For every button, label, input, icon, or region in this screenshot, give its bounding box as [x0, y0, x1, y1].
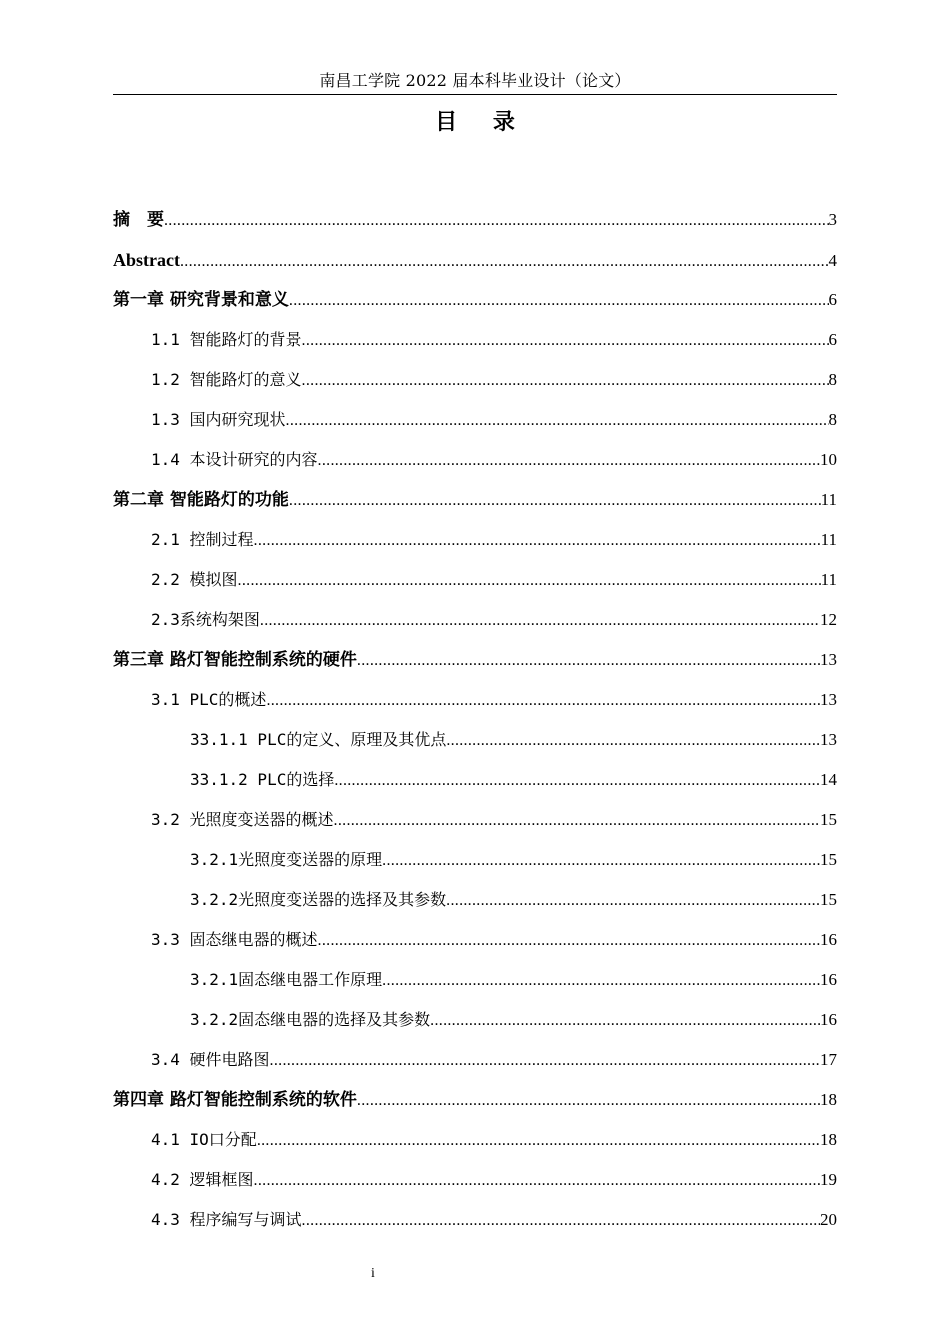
- toc-entry-page: 15: [820, 810, 837, 829]
- toc-entry[interactable]: [113, 1040, 837, 1080]
- toc-entry-label: 33.1.1 PLC的定义、原理及其优点: [190, 730, 447, 749]
- toc-entry-label: 2.2 模拟图: [151, 570, 238, 589]
- toc-entry[interactable]: [113, 600, 837, 640]
- toc-entry-page: 11: [820, 490, 837, 509]
- toc-entry-label: 摘 要: [113, 210, 164, 230]
- toc-leader-dots: [446, 881, 820, 921]
- toc-entry-page: 4: [828, 251, 837, 270]
- toc-entry[interactable]: [113, 440, 837, 480]
- toc-entry-page: 8: [828, 410, 837, 429]
- running-header: 南昌工学院 2022 届本科毕业设计（论文）: [319, 71, 631, 90]
- toc-entry[interactable]: [113, 880, 837, 920]
- toc-entry[interactable]: [113, 760, 837, 800]
- toc-leader-dots: [302, 1201, 820, 1241]
- toc-entry-label: 3.1 PLC的概述: [151, 690, 267, 709]
- toc-leader-dots: [302, 361, 829, 401]
- toc-entry-page: 16: [820, 970, 837, 989]
- toc-entry-page: 16: [820, 930, 837, 949]
- toc-entry[interactable]: [113, 560, 837, 600]
- toc-entry[interactable]: [113, 960, 837, 1000]
- toc-leader-dots: [257, 1121, 820, 1161]
- toc-entry[interactable]: [113, 720, 837, 760]
- toc-entry-page: 11: [820, 530, 837, 549]
- toc-entry-page: 10: [820, 450, 837, 469]
- toc-leader-dots: [357, 1081, 820, 1121]
- toc-entry[interactable]: [113, 400, 837, 440]
- toc-entry-label: 2.1 控制过程: [151, 530, 254, 549]
- toc-entry[interactable]: [113, 360, 837, 400]
- toc-entry-page: 16: [820, 1010, 837, 1029]
- toc-entry-page: 13: [820, 650, 837, 669]
- toc-entry-label: 1.3 国内研究现状: [151, 410, 286, 429]
- toc-leader-dots: [164, 201, 829, 241]
- toc-entry-label: 3.4 硬件电路图: [151, 1050, 270, 1069]
- toc-entry-label: 2.3系统构架图: [151, 610, 260, 629]
- toc-entry[interactable]: [113, 520, 837, 560]
- toc-entry-label: 第二章 智能路灯的功能: [113, 490, 289, 510]
- toc-leader-dots: [382, 841, 820, 881]
- toc-entry-label: 3.2 光照度变送器的概述: [151, 810, 334, 829]
- toc-leader-dots: [289, 281, 829, 321]
- toc-entry-label: 3.2.1固态继电器工作原理: [190, 970, 383, 989]
- toc-leader-dots: [318, 921, 820, 961]
- toc-entry[interactable]: [113, 200, 837, 240]
- toc-entry-label: 第一章 研究背景和意义: [113, 290, 289, 310]
- toc-entry[interactable]: [113, 680, 837, 720]
- toc-entry[interactable]: [113, 480, 837, 520]
- toc-entry[interactable]: [113, 1080, 837, 1120]
- toc-entry[interactable]: [113, 1160, 837, 1200]
- toc-leader-dots: [357, 641, 820, 681]
- toc-entry-label: 4.2 逻辑框图: [151, 1170, 254, 1189]
- toc-entry-page: 12: [820, 610, 837, 629]
- toc-entry-page: 15: [820, 850, 837, 869]
- toc-entry-page: 6: [828, 290, 837, 309]
- toc-entry-page: 18: [820, 1130, 837, 1149]
- toc-entry-label: 3.2.1光照度变送器的原理: [190, 850, 383, 869]
- toc-entry-label: 4.1 IO口分配: [151, 1130, 257, 1149]
- toc-entry[interactable]: [113, 1120, 837, 1160]
- toc-entry-page: 3: [828, 210, 837, 229]
- toc-entry-page: 14: [820, 770, 837, 789]
- header-rule: [113, 94, 837, 95]
- toc-entry-label: 3.3 固态继电器的概述: [151, 930, 318, 949]
- toc-entry-page: 13: [820, 690, 837, 709]
- toc-entry-label: 1.1 智能路灯的背景: [151, 330, 302, 349]
- toc-entry-page: 20: [820, 1210, 837, 1229]
- toc-entry-page: 13: [820, 730, 837, 749]
- toc-entry[interactable]: [113, 920, 837, 960]
- toc-leader-dots: [254, 1161, 820, 1201]
- toc-leader-dots: [318, 441, 820, 481]
- toc-leader-dots: [254, 521, 821, 561]
- toc-entry-page: 18: [820, 1090, 837, 1109]
- toc-entry-label: 3.2.2固态继电器的选择及其参数: [190, 1010, 431, 1029]
- toc-leader-dots: [266, 681, 820, 721]
- toc-entry-label: 第四章 路灯智能控制系统的软件: [113, 1090, 357, 1110]
- toc-leader-dots: [334, 761, 820, 801]
- toc-entry[interactable]: [113, 840, 837, 880]
- toc-leader-dots: [382, 961, 820, 1001]
- toc-entry[interactable]: [113, 1000, 837, 1040]
- toc-entry-label: 第三章 路灯智能控制系统的硬件: [113, 650, 357, 670]
- toc-entry-label: Abstract: [113, 250, 180, 270]
- toc-entry[interactable]: [113, 640, 837, 680]
- toc-entry[interactable]: [113, 320, 837, 360]
- toc-entry-page: 11: [820, 570, 837, 589]
- toc-leader-dots: [446, 721, 820, 761]
- toc-entry-label: 1.2 智能路灯的意义: [151, 370, 302, 389]
- toc-entry-label: 33.1.2 PLC的选择: [190, 770, 335, 789]
- toc-entry-page: 15: [820, 890, 837, 909]
- toc-leader-dots: [270, 1041, 820, 1081]
- toc-leader-dots: [260, 601, 820, 641]
- toc-entry-label: 4.3 程序编写与调试: [151, 1210, 302, 1229]
- toc-leader-dots: [302, 321, 829, 361]
- toc-entry[interactable]: [113, 1200, 837, 1240]
- table-of-contents: [113, 200, 837, 1240]
- toc-entry-page: 19: [820, 1170, 837, 1189]
- toc-entry-page: 8: [828, 370, 837, 389]
- page-number: i: [371, 1266, 375, 1281]
- toc-entry[interactable]: [113, 800, 837, 840]
- toc-entry[interactable]: [113, 280, 837, 320]
- toc-entry[interactable]: [113, 240, 837, 280]
- toc-leader-dots: [238, 561, 821, 601]
- toc-leader-dots: [430, 1001, 820, 1041]
- toc-title: 目 录: [435, 110, 529, 135]
- toc-entry-label: 3.2.2光照度变送器的选择及其参数: [190, 890, 447, 909]
- toc-leader-dots: [286, 401, 829, 441]
- toc-entry-page: 6: [828, 330, 837, 349]
- toc-entry-page: 17: [820, 1050, 837, 1069]
- toc-leader-dots: [289, 481, 821, 521]
- toc-entry-label: 1.4 本设计研究的内容: [151, 450, 318, 469]
- toc-leader-dots: [334, 801, 820, 841]
- toc-leader-dots: [180, 242, 829, 282]
